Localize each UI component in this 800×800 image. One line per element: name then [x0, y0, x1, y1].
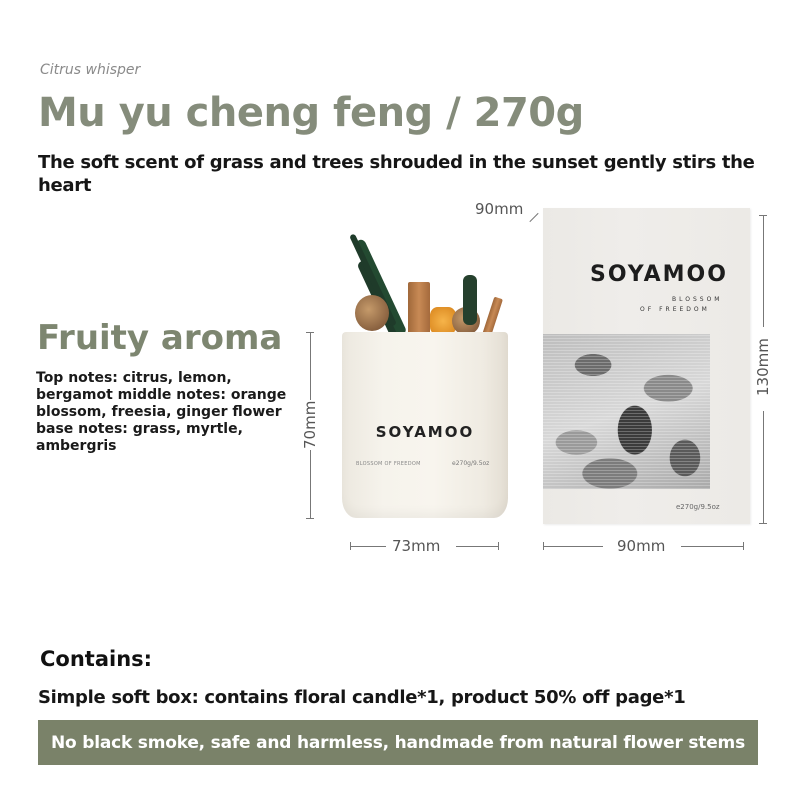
safety-banner [38, 720, 758, 765]
pinecone-icon [355, 295, 389, 331]
box-tagline-line1: BLOSSOM [672, 296, 723, 303]
box-leaf-artwork [543, 334, 710, 489]
candle-width-label: 73mm [392, 537, 441, 555]
pine-sprig-icon [463, 275, 477, 325]
candle-decorations [340, 225, 510, 335]
candle-label-left: BLOSSOM OF FREEDOM [356, 461, 421, 467]
candle-label-right: e270g/9.5oz [452, 460, 490, 467]
box-weight-label: e270g/9.5oz [676, 503, 720, 511]
candle-height-dimension [300, 332, 320, 518]
safety-banner-text: No black smoke, safe and harmless, handmade from natural flower stems [51, 732, 745, 753]
contains-heading: Contains: [40, 647, 153, 671]
candle-brand-logo: SOYAMOO [375, 423, 475, 441]
box-depth-line [529, 213, 538, 222]
aroma-heading: Fruity aroma [37, 318, 283, 358]
box-depth-label: 90mm [475, 200, 524, 218]
box-width-dimension [543, 538, 745, 556]
contains-description: Simple soft box: contains floral candle*1, product 50% off page*1 [38, 687, 686, 708]
box-tagline-line2: OF FREEDOM [640, 306, 710, 313]
product-title: Mu yu cheng feng / 270g [38, 90, 584, 136]
product-tagline: The soft scent of grass and trees shrouded in the sunset gently stirs the heart [38, 152, 755, 196]
scent-notes: Top notes: citrus, lemon, bergamot middle notes: orange blossom, freesia, ginger flower base notes: grass, myrtle, ambergris [36, 370, 287, 454]
product-subtitle: Citrus whisper [40, 62, 141, 78]
candle-height-label: 70mm [301, 400, 319, 449]
box-width-label: 90mm [617, 537, 666, 555]
box-brand-logo: SOYAMOO [590, 262, 728, 287]
box-height-label: 130mm [754, 338, 772, 396]
box-height-dimension [755, 215, 775, 523]
candle-width-dimension [350, 538, 500, 556]
